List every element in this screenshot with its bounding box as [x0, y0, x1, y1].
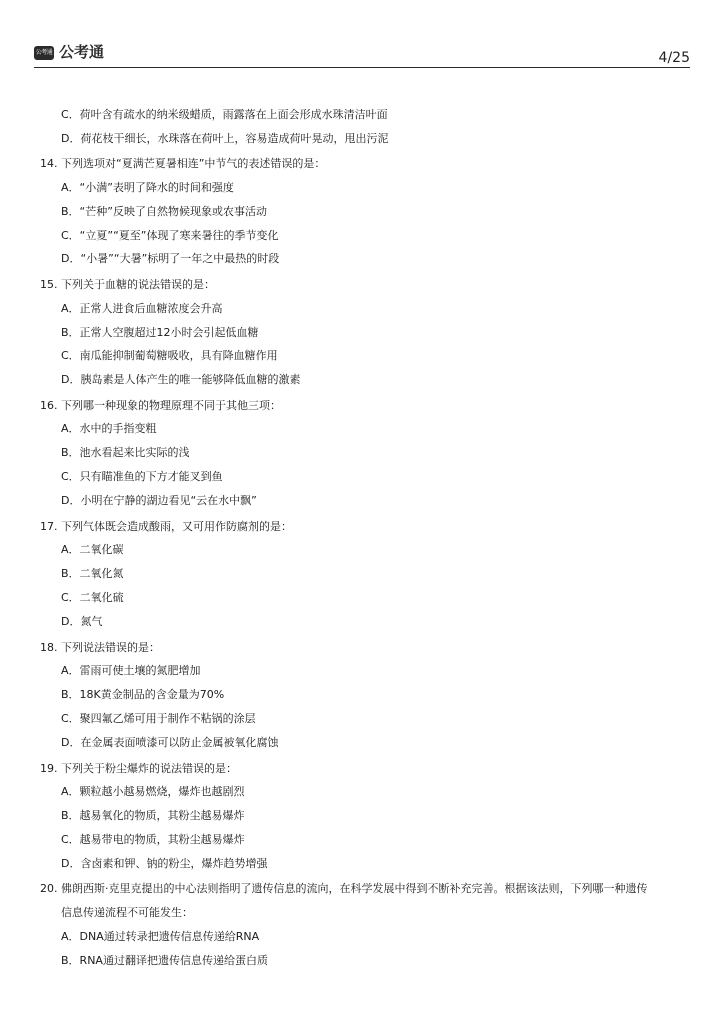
q16-option-c: C．只有瞄准鱼的下方才能叉到鱼	[61, 470, 223, 483]
q15-option-a: A．正常人进食后血糖浓度会升高	[61, 302, 223, 315]
q17-option-c: C．二氧化硫	[61, 591, 124, 604]
q16-option-a: A．水中的手指变粗	[61, 422, 157, 435]
q19-option-c: C．越易带电的物质，其粉尘越易爆炸	[61, 833, 245, 846]
header-divider	[34, 67, 690, 68]
q16-option-b: B．池水看起来比实际的浅	[61, 446, 190, 459]
q14-stem: 14. 下列选项对“夏满芒夏暑相连”中节气的表述错误的是：	[40, 157, 326, 170]
q17-option-a: A．二氧化碳	[61, 543, 124, 556]
q15-stem: 15. 下列关于血糖的说法错误的是：	[40, 278, 215, 291]
q20-option-b: B．RNA通过翻译把遗传信息传递给蛋白质	[61, 954, 268, 967]
q17-option-d: D．氮气	[61, 615, 103, 628]
q18-stem: 18. 下列说法错误的是：	[40, 641, 160, 654]
q20-option-a: A．DNA通过转录把遗传信息传递给RNA	[61, 930, 260, 943]
q15-option-b: B．正常人空腹超过12小时会引起低血糖	[61, 326, 259, 339]
q16-stem: 16. 下列哪一种现象的物理原理不同于其他三项：	[40, 399, 281, 412]
brand-logo-icon: 公考通	[34, 46, 54, 60]
q20-stem-line-2: 信息传递流程不可能发生：	[61, 906, 193, 919]
q14-option-c: C．“立夏”“夏至”体现了寒来暑往的季节变化	[61, 229, 279, 242]
q19-option-b: B．越易氧化的物质，其粉尘越易爆炸	[61, 809, 245, 822]
q19-option-a: A．颗粒越小越易燃烧，爆炸也越剧烈	[61, 785, 245, 798]
q13-option-c: C．荷叶含有疏水的纳米级蜡质，雨露落在上面会形成水珠清洁叶面	[61, 108, 388, 121]
q19-stem: 19. 下列关于粉尘爆炸的说法错误的是：	[40, 762, 237, 775]
q18-option-b: B．18K黄金制品的含金量为70%	[61, 688, 225, 701]
page-header	[34, 42, 690, 68]
q14-option-b: B．“芒种”反映了自然物候现象或农事活动	[61, 205, 267, 218]
brand-name: 公考通	[59, 43, 105, 61]
q17-option-b: B．二氧化氮	[61, 567, 124, 580]
q18-option-c: C．聚四氟乙烯可用于制作不粘锅的涂层	[61, 712, 256, 725]
q15-option-c: C．南瓜能抑制葡萄糖吸收，具有降血糖作用	[61, 349, 278, 362]
q15-option-d: D．胰岛素是人体产生的唯一能够降低血糖的激素	[61, 373, 301, 386]
q14-option-a: A．“小满”表明了降水的时间和强度	[61, 181, 234, 194]
q19-option-d: D．含卤素和钾、钠的粉尘，爆炸趋势增强	[61, 857, 268, 870]
q18-option-a: A．雷雨可使土壤的氮肥增加	[61, 664, 201, 677]
q13-option-d: D．荷花枝干细长，水珠落在荷叶上，容易造成荷叶晃动，甩出污泥	[61, 132, 389, 145]
q18-option-d: D．在金属表面喷漆可以防止金属被氧化腐蚀	[61, 736, 279, 749]
page-number: 4/25	[658, 50, 690, 66]
q17-stem: 17. 下列气体既会造成酸雨，又可用作防腐剂的是：	[40, 520, 292, 533]
q16-option-d: D．小明在宁静的湖边看见“云在水中飘”	[61, 494, 257, 507]
q20-stem-line-1: 20. 佛朗西斯·克里克提出的中心法则指明了遗传信息的流向，在科学发展中得到不断补充完善。根据该法则，下列哪一种遗传	[40, 882, 648, 895]
q14-option-d: D．“小暑”“大暑”标明了一年之中最热的时段	[61, 252, 280, 265]
